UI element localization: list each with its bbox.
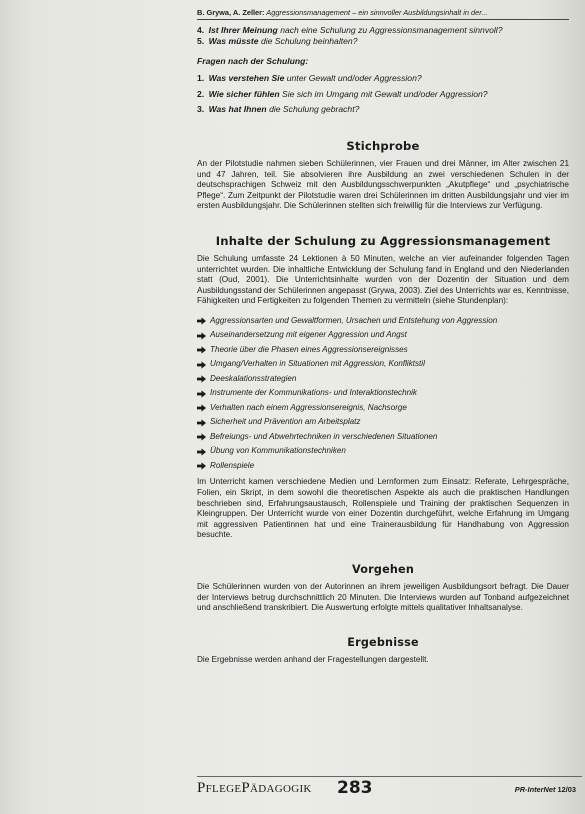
page-content — [197, 8, 569, 665]
topic-item — [197, 357, 569, 372]
page-footer — [197, 776, 582, 801]
topic-item — [197, 444, 569, 459]
question-rest: unter Gewalt und/oder Aggression? — [286, 73, 422, 84]
topic-item — [197, 415, 569, 430]
paragraph-stichprobe: An der Pilotstudie nahmen sieben Schülerinnen, vier Frauen und drei Männer, im Alter zwischen 21 und 47 Jahren, teil. Sie absolvieren ihre Ausbildung an zwei verschiedenen Schulen in der deutschsprachigen Schweiz mit den Ausbildungsschwerpunkten „Akutpflege“ und „psychiatrische Pflege“. Zum Zeitpunkt der Pilotstudie waren drei Schülerinnen im dritten Ausbildungsjahr und vier im ersten Ausbildungsjahr. Die Schülerinnen stellten sich freiwillig für die Interviews zur Verfügung. — [197, 159, 569, 211]
page-number: 283 — [337, 778, 373, 798]
arrow-right-icon — [197, 332, 206, 340]
topic-list — [197, 314, 569, 474]
arrow-right-icon — [197, 462, 206, 470]
heading-ergebnisse: Ergebnisse — [347, 635, 419, 649]
questions-subheading: Fragen nach der Schulung: — [197, 56, 309, 67]
paragraph-methods: Im Unterricht kamen verschiedene Medien und Lernformen zum Einsatz: Referate, Lehrgespräche, Folien, ein Skript, in dem sowohl die theoretischen Aspekte als auch die praktischen Handlungen beschrieben sind, Erfahrungsaustausch, Rollenspiele und Training der praktischen Sequenzen in Kleingruppen. Der Unterricht wurde von einer Dozentin durchgeführt, welche Erfahrung im Umgang mit aggressiven Patientinnen hat und eine Trainerausbildung für Handhabung von Aggression besuchte. — [197, 477, 569, 540]
heading-vorgehen: Vorgehen — [352, 563, 414, 577]
journal-logo: PflegePädagogik — [197, 780, 312, 796]
running-head-authors: B. Grywa, A. Zeller: — [197, 8, 265, 17]
question-rest: nach eine Schulung zu Aggressionsmanagement sinnvoll? — [280, 25, 503, 35]
topic-label: Sicherheit und Prävention am Arbeitsplatz — [210, 417, 361, 427]
running-head-title: Aggressionsmanagement – ein sinnvoller Ausbildungsinhalt in der... — [266, 8, 488, 17]
topic-item — [197, 314, 569, 329]
running-head — [197, 8, 569, 20]
question-item — [197, 89, 569, 100]
topic-label: Aggressionsarten und Gewaltformen, Ursachen und Entstehung von Aggression — [210, 315, 498, 325]
question-lead: Was verstehen Sie — [208, 73, 285, 84]
arrow-right-icon — [197, 361, 206, 369]
arrow-right-icon — [197, 346, 206, 354]
topic-item — [197, 372, 569, 387]
question-item — [197, 36, 569, 47]
topic-item — [197, 401, 569, 416]
question-rest: die Schulung gebracht? — [269, 103, 360, 114]
arrow-right-icon — [197, 404, 206, 412]
topic-label: Umgang/Verhalten in Situationen mit Aggression, Konfliktstil — [210, 359, 425, 369]
topic-label: Befreiungs- und Abwehrtechniken in verschiedenen Situationen — [210, 431, 438, 441]
question-lead: Was hat Ihnen — [208, 103, 267, 114]
question-rest: Sie sich im Umgang mit Gewalt und/oder Aggression? — [282, 88, 488, 99]
topic-label: Deeskalationsstrategien — [210, 373, 297, 383]
question-lead: Wie sicher fühlen — [208, 88, 280, 99]
topic-item — [197, 386, 569, 401]
topic-label: Verhalten nach einem Aggressionsereignis, Nachsorge — [210, 402, 407, 412]
question-number: 5. — [197, 36, 205, 47]
heading-inhalte: Inhalte der Schulung zu Aggressionsmanagement — [215, 233, 551, 248]
question-rest: die Schulung beinhalten? — [260, 36, 358, 47]
topic-item — [197, 328, 569, 343]
arrow-right-icon — [197, 419, 206, 427]
question-number: 4. — [197, 25, 205, 35]
topic-label: Auseinandersetzung mit eigener Aggression und Angst — [210, 330, 407, 340]
topic-label: Rollenspiele — [210, 460, 255, 470]
topic-item — [197, 459, 569, 474]
topic-label: Theorie über die Phasen eines Aggressionsereignisses — [210, 344, 408, 354]
question-item — [197, 25, 569, 36]
question-number: 2. — [197, 88, 205, 99]
question-item — [197, 73, 569, 84]
question-lead: Ist Ihrer Meinung — [208, 25, 278, 35]
paragraph-inhalte: Die Schulung umfasste 24 Lektionen à 50 Minuten, welche an vier aufeinander folgenden Tagen unterrichtet wurden. Die inhaltliche Entwicklung der Schulung fand in England und den Niederlanden statt (Oud, 2001). Die Unterrichtsinhalte wurden von der Dozentin der Situation und dem Ausbildungsstand der Schülerinnen angepasst (Grywa, 2003). Ziel des Unterrichts war es, Kenntnisse, Fähigkeiten und Fertigkeiten zu folgenden Themen zu vermitteln (siehe Stundenplan): — [197, 253, 569, 306]
arrow-right-icon — [197, 375, 206, 383]
question-lead: Was müsste — [208, 36, 259, 47]
issue-prefix: PR-InterNet — [514, 785, 556, 794]
topic-item — [197, 343, 569, 358]
paragraph-ergebnisse: Die Ergebnisse werden anhand der Fragestellungen dargestellt. — [197, 654, 429, 664]
topic-item — [197, 430, 569, 445]
heading-stichprobe: Stichprobe — [346, 139, 420, 154]
question-number: 3. — [197, 103, 205, 114]
question-number: 1. — [197, 73, 205, 84]
topic-label: Übung von Kommunikationstechniken — [210, 446, 346, 456]
arrow-right-icon — [197, 448, 206, 456]
paragraph-vorgehen: Die Schülerinnen wurden von der Autorinnen an ihrem jeweiligen Ausbildungsort befragt. Die Dauer der Interviews betrug durchschnittlich 20 Minuten. Die Interviews wurden auf Tonband aufgezeichnet und anschließend transkribiert. Die Auswertung erfolgte mittels qualitativer Inhaltsanalyse. — [197, 582, 569, 613]
question-item — [197, 104, 569, 115]
issue-number: 12/03 — [557, 785, 576, 794]
arrow-right-icon — [197, 317, 206, 325]
arrow-right-icon — [197, 390, 206, 398]
issue-label — [515, 785, 576, 794]
topic-label: Instrumente der Kommunikations- und Interaktionstechnik — [210, 388, 417, 398]
arrow-right-icon — [197, 433, 206, 441]
